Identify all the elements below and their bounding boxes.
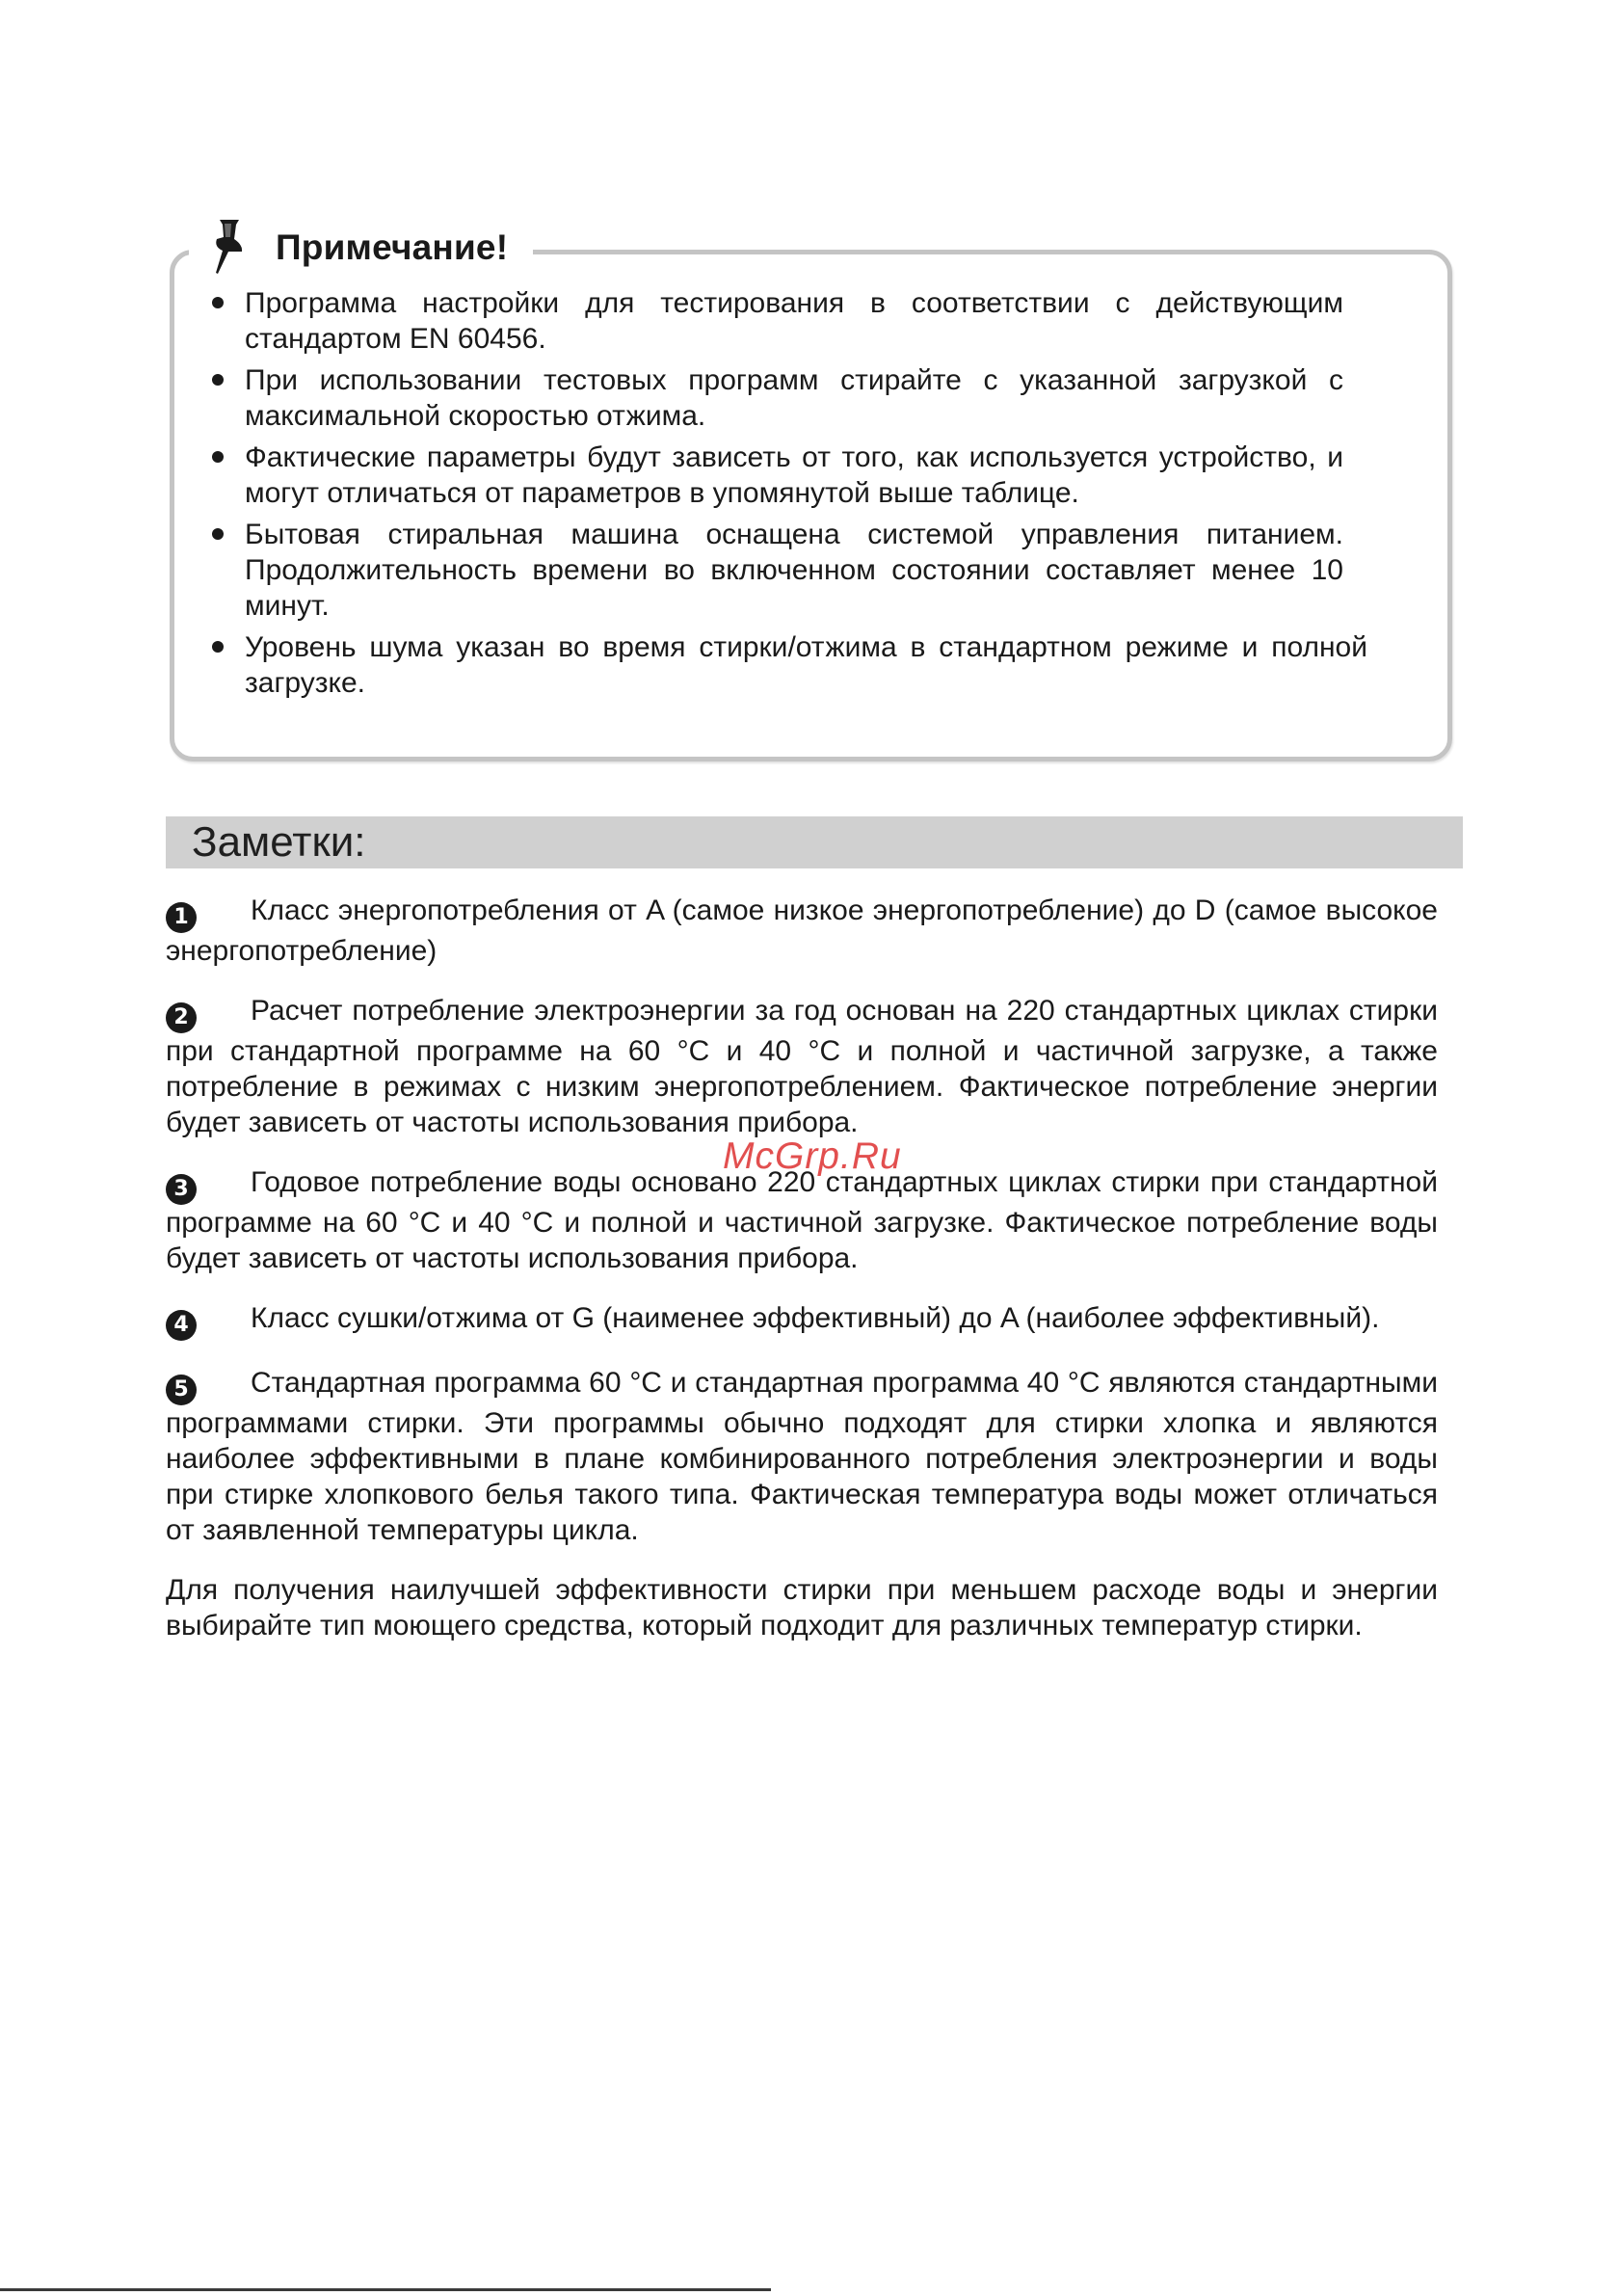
note-item-text: Уровень шума указан во время стирки/отжима в стандартном режиме и полной загрузке. — [245, 631, 1367, 699]
number-badge: 2 — [166, 1002, 197, 1033]
closing-paragraph: Для получения наилучшей эффективности стирки при меньшем расходе воды и энергии выбирайте тип моющего средства, который подходит для различных температур стирки. — [166, 1574, 1438, 1642]
notes-list — [166, 893, 1438, 1668]
note-paragraph-text: Стандартная программа 60 °C и стандартная программа 40 °C являются стандартными программами стирки. Эти программы обычно подходят для стирки хлопка и являются наиболее эффективными в плане комбинированного потребления электроэнергии и воды при стирке хлопкового белья такого типа. Фактическая температура воды может отличаться от заявленной температуры цикла. — [166, 1367, 1438, 1546]
note-paragraph — [166, 1164, 1438, 1276]
note-item-text: Фактические параметры будут зависеть от того, как используется устройство, и могут отличаться от параметров в упомянутой выше таблице. — [245, 441, 1343, 509]
note-header — [189, 214, 533, 281]
section-title: Заметки: — [192, 818, 366, 866]
note-item — [245, 285, 1343, 357]
note-paragraph-text: Годовое потребление воды основано 220 стандартных циклах стирки при стандартной программе на 60 °C и 40 °C и полной и частичной загрузке. Фактическое потребление воды будет зависеть от частоты использования прибора. — [166, 1166, 1438, 1274]
note-paragraph — [166, 893, 1438, 969]
section-header — [166, 816, 1463, 868]
note-list — [245, 285, 1367, 707]
bullet-icon — [212, 374, 224, 386]
note-paragraph — [166, 1365, 1438, 1548]
footer-rule — [0, 2288, 771, 2291]
note-item — [245, 517, 1343, 624]
number-badge: 3 — [166, 1174, 197, 1205]
note-item — [245, 629, 1367, 701]
bullet-icon — [212, 528, 224, 540]
bullet-icon — [212, 451, 224, 463]
bullet-icon — [212, 297, 224, 308]
note-item — [245, 362, 1343, 434]
note-paragraph-text: Класс сушки/отжима от G (наименее эффективный) до A (наиболее эффективный). — [251, 1302, 1380, 1334]
note-item — [245, 440, 1343, 511]
number-badge: 4 — [166, 1310, 197, 1341]
note-item-text: При использовании тестовых программ стирайте с указанной загрузкой с максимальной скоростью отжима. — [245, 364, 1343, 432]
note-title: Примечание! — [276, 227, 509, 267]
note-paragraph — [166, 1300, 1438, 1341]
number-badge: 1 — [166, 902, 197, 933]
number-badge: 5 — [166, 1375, 197, 1405]
note-paragraph — [166, 993, 1438, 1140]
note-paragraph-text: Класс энергопотребления от A (самое низкое энергопотребление) до D (самое высокое энергопотребление) — [166, 894, 1438, 967]
pushpin-icon — [210, 216, 256, 280]
note-paragraph-text: Расчет потребление электроэнергии за год основан на 220 стандартных циклах стирки при стандартной программе на 60 °C и 40 °C и полной и частичной загрузке, а также потребление в режимах с низким энергопотреблением. Фактическое потребление энергии будет зависеть от частоты использования прибора. — [166, 995, 1438, 1138]
watermark: McGrp.Ru — [723, 1135, 902, 1177]
bullet-icon — [212, 641, 224, 653]
note-item-text: Бытовая стиральная машина оснащена системой управления питанием. Продолжительность времени во включенном состоянии составляет менее 10 минут. — [245, 519, 1343, 622]
note-item-text: Программа настройки для тестирования в соответствии с действующим стандартом EN 60456. — [245, 287, 1343, 355]
